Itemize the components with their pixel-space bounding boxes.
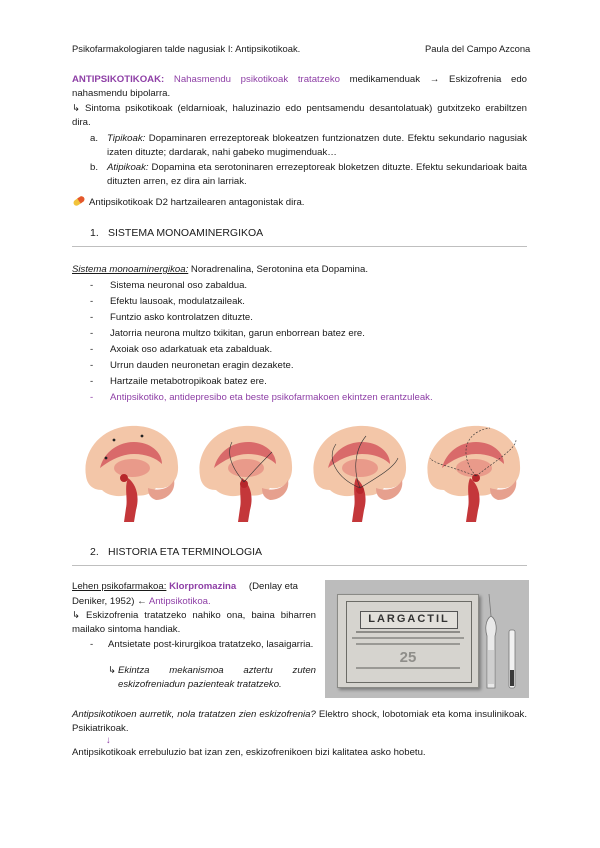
typical-text: Dopaminaren errezeptoreak blokeatzen funtzionatzen dute. Efektu sekundario nagusiak izaten dituzte; dardarak, nahi gabeko mugimenduak…	[107, 133, 528, 158]
down-arrow: ↓	[106, 735, 111, 746]
sub-arrow: ↳	[108, 665, 117, 676]
first-drug-ref: (Denlay eta	[248, 581, 298, 592]
intro-line2: nahasmendu bipolarra.	[72, 87, 171, 99]
list-item: - Urrun dauden neuronetan eragin dezakete.	[90, 360, 294, 371]
intro-term: ANTIPSIKOTIKOAK:	[72, 74, 165, 85]
note-text: Antipsikotikoak D2 hartzailearen antagonistak dira.	[89, 197, 305, 208]
header-title: Psikofarmakologiaren talde nagusiak I: Antipsikotikoak.	[72, 43, 301, 54]
first-drug-line	[72, 580, 298, 594]
arrow-mark: ↳	[72, 103, 81, 114]
pill-icon	[72, 195, 86, 212]
box-number: 25	[399, 649, 417, 666]
intro-paragraph	[72, 73, 527, 101]
list-item: - Funtzio asko kontrolatzen dituzte.	[90, 312, 253, 323]
list-item: - Efektu lausoak, modulatzaileak.	[90, 296, 245, 307]
header-author: Paula del Campo Azcona	[425, 43, 531, 54]
section2-title: HISTORIA ETA TERMINOLOGIA	[108, 546, 263, 558]
section1-number: 1.	[90, 227, 99, 239]
note-line	[72, 195, 304, 212]
brain-sagittal-image	[420, 418, 526, 526]
section2-number: 2.	[90, 546, 99, 558]
list-label-a: a.	[90, 133, 99, 144]
list-label-b: b.	[90, 162, 99, 173]
list-item: - Hartzaile metabotropikoak batez ere.	[90, 376, 267, 387]
symptoms-paragraph	[72, 102, 527, 130]
question-paragraph	[72, 708, 527, 736]
medicine-box	[337, 594, 479, 688]
section1-list	[90, 279, 433, 407]
list-item: - Sistema neuronal oso zabaldua.	[90, 280, 248, 291]
first-drug-line2	[72, 595, 211, 609]
brain-illustrations	[78, 418, 528, 530]
list-item: - Antipsikotiko, antidepresibo eta beste psikofarmakoen ekintzen erantzuleak.	[90, 392, 433, 403]
back-arrow: ←	[137, 596, 147, 607]
ampoule-icon	[479, 590, 525, 694]
sub-note: Ekintza mekanismoa aztertu zuten eskizofreniadun pazienteak tratatzeko.	[118, 665, 316, 690]
typical-item	[107, 132, 527, 160]
first-drug-name: Klorpromazina	[169, 581, 237, 592]
effect-text: Eskizofrenia tratatzeko nahiko ona, baina biharren mailako sintoma handiak.	[72, 610, 316, 635]
atypical-text: Dopamina eta serotoninaren errezeptoreak bloketzen dituzte. Efektu sekundarioak baita dituzten arren, ez dira ain larriak.	[107, 162, 527, 187]
dash-mark: -	[90, 639, 94, 650]
atypical-item	[107, 161, 527, 189]
section1-title: SISTEMA MONOAMINERGIKOA	[108, 227, 264, 239]
atypical-term: Atipikoak:	[107, 162, 149, 173]
list-item: - Jatorria neurona multzo txikitan, garun enborrean batez ere.	[90, 328, 365, 339]
box-label: LARGACTIL	[360, 611, 458, 629]
brain-sagittal-image	[78, 418, 184, 526]
section1-lead-term: Sistema monoaminergikoa:	[72, 264, 189, 275]
section2-divider	[72, 565, 527, 566]
answer-text: Elektro shock, lobotomiak eta koma insulinikoak. Psikiatrikoak.	[72, 709, 527, 734]
conclusion-text: Antipsikotikoak errebuluzio bat izan zen, eskizofrenikoen bizi kalitatea asko hobetu.	[72, 747, 426, 758]
arrow-mark: ↳	[72, 610, 81, 621]
question-text: Antipsikotikoen aurretik, nola tratatzen zien eskizofrenia?	[72, 709, 316, 720]
section1-divider	[72, 246, 527, 247]
brain-sagittal-image	[306, 418, 412, 526]
brain-sagittal-image	[192, 418, 298, 526]
first-drug-label: Lehen psikofarmakoa:	[72, 581, 167, 592]
intro-tail: medikamenduak → Eskizofrenia edo	[349, 74, 528, 85]
list-item: - Axoiak oso adarkatuak eta zabalduak.	[90, 344, 273, 355]
largactil-photo	[325, 580, 529, 698]
first-drug-effect	[72, 609, 316, 637]
section1-lead	[72, 263, 368, 277]
intro-purple-text: Nahasmendu psikotikoak tratatzeko	[173, 74, 340, 85]
first-drug-ref2: Deniker, 1952)	[72, 596, 135, 607]
typical-term: Tipikoak:	[107, 133, 146, 144]
section1-lead-text: Noradrenalina, Serotonina eta Dopamina.	[190, 264, 368, 275]
sub-item: Antsietate post-kirurgikoa tratatzeko, lasaigarria.	[108, 639, 314, 650]
first-drug-class: Antipsikotikoa.	[148, 596, 211, 607]
symptoms-text: Sintoma psikotikoak (eldarnioak, haluzinazio edo pentsamendu desantolatuak) gutxitzeko erabiltzen dira.	[72, 103, 527, 128]
